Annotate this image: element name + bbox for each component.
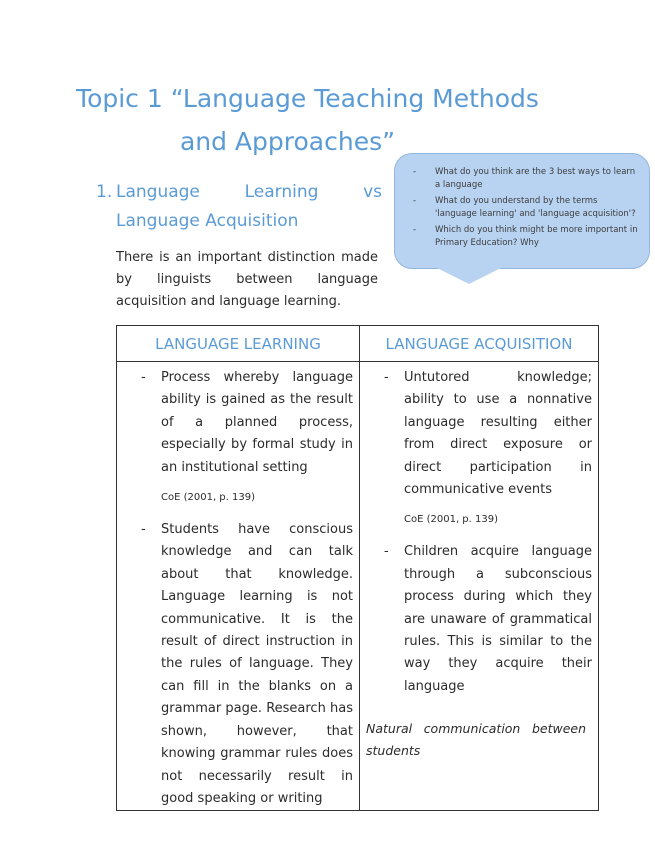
list-item: - Process whereby language ability is gained as the result of a planned process, especially by formal study in an institutional setting	[117, 367, 353, 479]
page-title-line-1: Topic 1 “Language Teaching Methods	[76, 84, 539, 113]
list-item: - Untutored knowledge; ability to use a nonnative language resulting either from direct exposure or direct participation in communicative events	[360, 367, 592, 501]
dash-bullet-icon: -	[141, 370, 146, 385]
question-speech-bubble	[394, 153, 650, 269]
question-item: - What do you understand by the terms 'language learning' and 'language acquisition'?	[413, 196, 636, 219]
dash-bullet-icon: -	[384, 370, 389, 385]
dash-bullet-icon: -	[413, 225, 417, 235]
acquisition-cell	[360, 362, 599, 811]
dash-bullet-icon: -	[413, 196, 417, 206]
dash-bullet-icon: -	[413, 167, 417, 177]
list-item: - Children acquire language through a subconscious process during which they are unaware of grammatical rules. This is similar to the way they acquire their language	[360, 541, 592, 698]
citation: CoE (2001, p. 139)	[161, 492, 255, 504]
italic-note: Natural communication between students	[366, 721, 586, 759]
citation: CoE (2001, p. 139)	[404, 514, 498, 526]
table-header-row	[117, 326, 599, 362]
section-title: Language Learning vs Language Acquisition	[116, 182, 382, 231]
comparison-table	[116, 325, 599, 811]
question-item: - Which do you think might be more important in Primary Education? Why	[413, 225, 638, 248]
learning-cell	[117, 362, 360, 811]
question-item: - What do you think are the 3 best ways to learn a language	[413, 167, 636, 190]
question-list	[395, 154, 649, 250]
section-heading	[96, 178, 382, 236]
header-language-learning: LANGUAGE LEARNING	[117, 326, 360, 362]
table-row	[117, 362, 599, 811]
section-number: 1.	[96, 182, 113, 202]
speech-bubble-tail	[437, 268, 501, 284]
list-item: - Students have conscious knowledge and can talk about that knowledge. Language learning is not communicative. It is the result of direct instruction in the rules of language. They can fill in the blanks on a grammar page. Research has shown, however, that knowing grammar rules does not necessarily result in good speaking or writing	[117, 519, 353, 810]
header-language-acquisition: LANGUAGE ACQUISITION	[360, 326, 599, 362]
page-title-line-2: and Approaches”	[179, 127, 396, 156]
dash-bullet-icon: -	[384, 544, 389, 560]
intro-paragraph: There is an important distinction made by linguists between language acquisition and language learning.	[116, 250, 378, 309]
dash-bullet-icon: -	[141, 522, 146, 538]
